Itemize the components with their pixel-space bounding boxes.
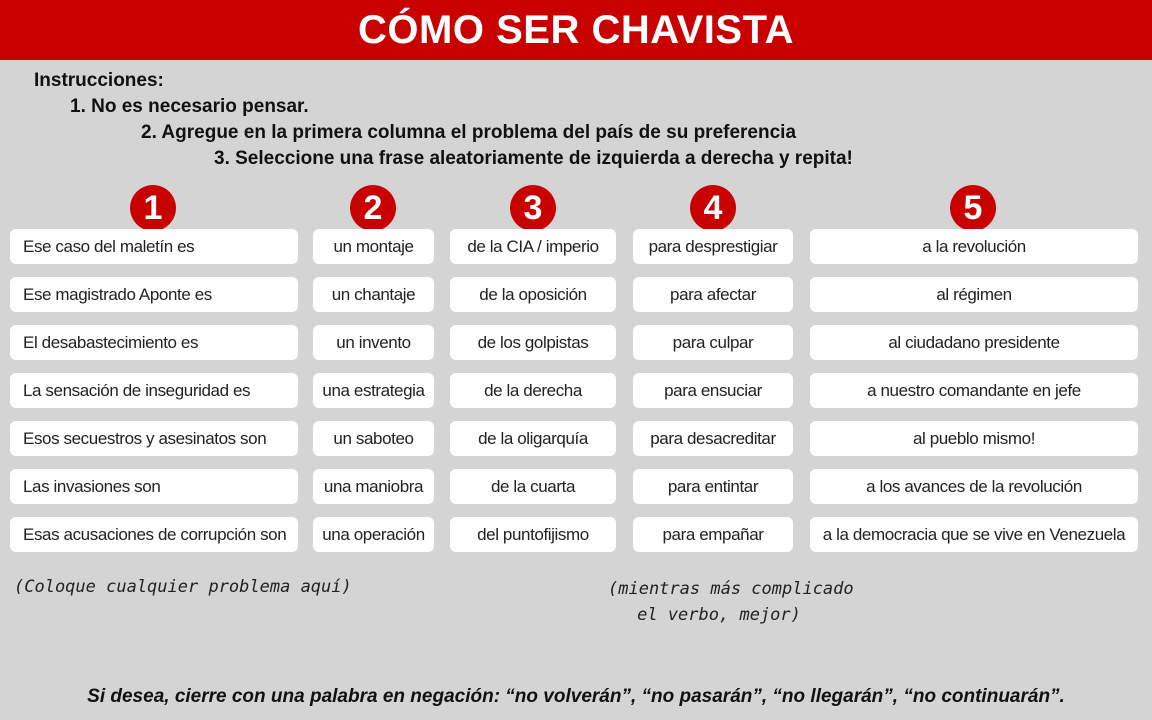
- column-3-item: de la CIA / imperio: [450, 229, 616, 264]
- column-4-item: para afectar: [633, 277, 793, 312]
- column-3-item: de la cuarta: [450, 469, 616, 504]
- column-4-note: [608, 576, 854, 628]
- column-4-number: 4: [690, 185, 736, 231]
- column-1-item: Las invasiones son: [10, 469, 298, 504]
- column-1-item: Esas acusaciones de corrupción son: [10, 517, 298, 552]
- column-1-item: El desabastecimiento es: [10, 325, 298, 360]
- column-3-item: de los golpistas: [450, 325, 616, 360]
- column-3-item: de la derecha: [450, 373, 616, 408]
- column-2-item: un montaje: [313, 229, 434, 264]
- column-4-item: para culpar: [633, 325, 793, 360]
- column-3-item: del puntofijismo: [450, 517, 616, 552]
- instructions-heading: Instrucciones:: [34, 70, 164, 91]
- footer-tip: Si desea, cierre con una palabra en negación: “no volverán”, “no pasarán”, “no llegarán”, “no continuarán”.: [87, 686, 1065, 707]
- column-3-item: de la oligarquía: [450, 421, 616, 456]
- column-2-item: una maniobra: [313, 469, 434, 504]
- column-5-item: al régimen: [810, 277, 1138, 312]
- column-3-number: 3: [510, 185, 556, 231]
- column-1-item: Ese caso del maletín es: [10, 229, 298, 264]
- column-5-item: a nuestro comandante en jefe: [810, 373, 1138, 408]
- column-2-number: 2: [350, 185, 396, 231]
- column-2-item: un chantaje: [313, 277, 434, 312]
- column-4-item: para ensuciar: [633, 373, 793, 408]
- column-5-item: a los avances de la revolución: [810, 469, 1138, 504]
- instruction-step-2: 2. Agregue en la primera columna el problema del país de su preferencia: [141, 122, 797, 143]
- column-4-item: para entintar: [633, 469, 793, 504]
- column-1-note: (Coloque cualquier problema aquí): [14, 577, 352, 597]
- column-3-item: de la oposición: [450, 277, 616, 312]
- column-5-item: a la revolución: [810, 229, 1138, 264]
- column-4-item: para desprestigiar: [633, 229, 793, 264]
- instruction-step-3: 3. Seleccione una frase aleatoriamente de izquierda a derecha y repita!: [214, 148, 853, 169]
- column-1-number: 1: [130, 185, 176, 231]
- column-4-item: para empañar: [633, 517, 793, 552]
- column-4-note-line-1: (mientras más complicado: [608, 579, 854, 599]
- column-4-item: para desacreditar: [633, 421, 793, 456]
- column-2-item: un saboteo: [313, 421, 434, 456]
- column-1-item: Esos secuestros y asesinatos son: [10, 421, 298, 456]
- column-5-item: a la democracia que se vive en Venezuela: [810, 517, 1138, 552]
- column-1-item: La sensación de inseguridad es: [10, 373, 298, 408]
- column-5-number: 5: [950, 185, 996, 231]
- column-2-item: una operación: [313, 517, 434, 552]
- column-5-item: al pueblo mismo!: [810, 421, 1138, 456]
- instruction-step-1: 1. No es necesario pensar.: [70, 96, 309, 117]
- column-5-item: al ciudadano presidente: [810, 325, 1138, 360]
- title-banner: [0, 0, 1152, 60]
- column-1-item: Ese magistrado Aponte es: [10, 277, 298, 312]
- page-title: CÓMO SER CHAVISTA: [358, 7, 794, 52]
- column-2-item: un invento: [313, 325, 434, 360]
- column-2-item: una estrategia: [313, 373, 434, 408]
- column-4-note-line-2: el verbo, mejor): [637, 605, 801, 625]
